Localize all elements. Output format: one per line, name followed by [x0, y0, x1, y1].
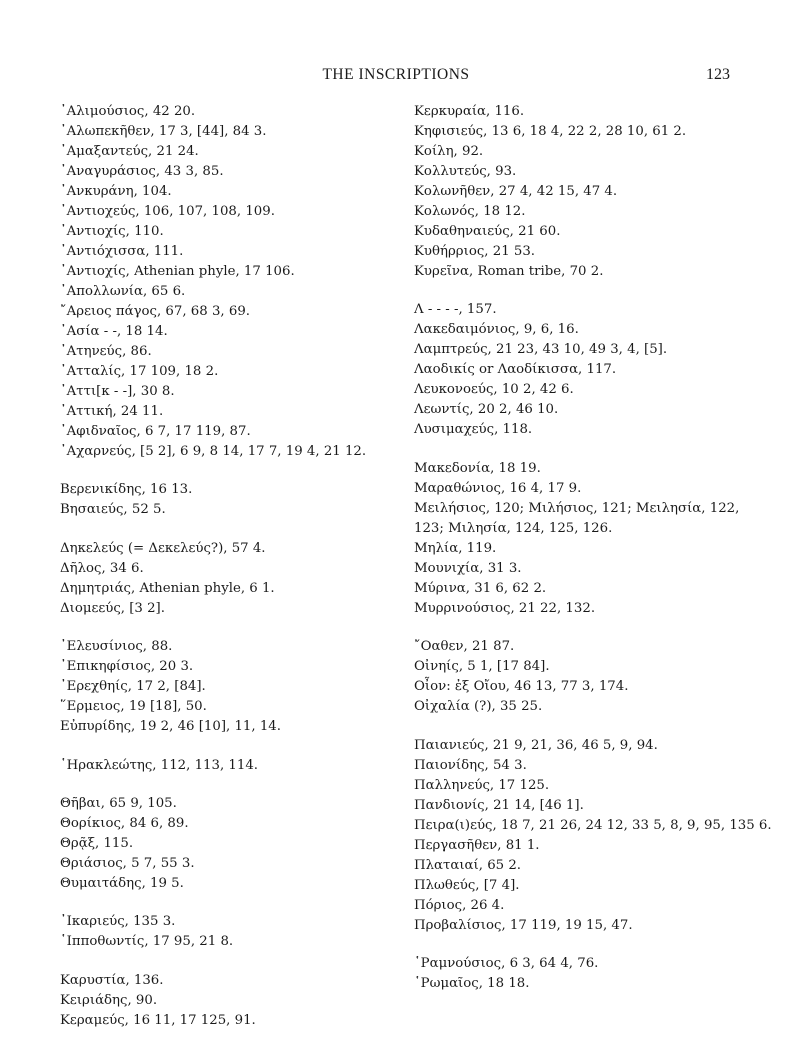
index-group	[414, 954, 744, 994]
index-entry: Κολωνός, 18 12.	[414, 204, 526, 219]
page-number: 123	[706, 66, 730, 83]
index-entry: Παιονίδης, 54 3.	[414, 757, 527, 773]
index-group	[60, 912, 400, 952]
index-entry: ᾿Αντιοχεύς, 106, 107, 108, 109.	[60, 204, 275, 219]
index-entry: ᾿Αντιόχισσα, 111.	[60, 244, 184, 259]
index-entry: ᾿Αττι[κ - -], 30 8.	[60, 384, 175, 399]
index-entry: Μουνιχία, 31 3.	[414, 560, 522, 576]
index-entry: Περγασῆθεν, 81 1.	[414, 837, 540, 853]
index-entry: Πλαταιαί, 65 2.	[414, 857, 522, 873]
index-entry: Κερκυραία, 116.	[414, 104, 525, 119]
index-entry: Θῆβαι, 65 9, 105.	[60, 795, 177, 811]
index-entry: ῎Οαθεν, 21 87.	[414, 639, 515, 655]
left-index-column	[60, 102, 400, 1049]
index-entry: Βερενικίδης, 16 13.	[60, 482, 193, 498]
index-entry: Μειλήσιος, 120; Μιλήσιος, 121; Μειλησία, 122, 123; Μιλησία, 124, 125, 126.	[414, 500, 740, 536]
index-entry: Κηφισιεύς, 13 6, 18 4, 22 2, 28 10, 61 2.	[414, 124, 687, 139]
index-entry: Θορίκιος, 84 6, 89.	[60, 815, 189, 831]
index-entry: ᾿Ατηνεύς, 86.	[60, 344, 152, 359]
index-entry: Μηλία, 119.	[414, 540, 497, 556]
index-entry: Κειριάδης, 90.	[60, 992, 158, 1008]
index-entry: Μαραθώνιος, 16 4, 17 9.	[414, 480, 582, 496]
index-entry: Παλληνεύς, 17 125.	[414, 777, 550, 793]
index-group	[60, 756, 400, 776]
index-entry: ᾿Ικαριεύς, 135 3.	[60, 914, 176, 930]
index-entry: Εὐπυρίδης, 19 2, 46 [10], 11, 14.	[60, 719, 281, 735]
index-entry: Θρᾷξ, 115.	[60, 835, 134, 851]
index-entry: ῎Αρειος πάγος, 67, 68 3, 69.	[60, 304, 251, 319]
index-entry: Λευκονοεύς, 10 2, 42 6.	[414, 382, 574, 398]
index-entry: Οἶον: ἐξ Οἴου, 46 13, 77 3, 174.	[414, 679, 629, 695]
index-entry: Διομεεύς, [3 2].	[60, 600, 165, 616]
index-entry: Προβαλίσιος, 17 119, 19 15, 47.	[414, 917, 633, 933]
index-entry: ῾Ιπποθωντίς, 17 95, 21 8.	[60, 934, 234, 950]
index-entry: Θυμαιτάδης, 19 5.	[60, 875, 184, 891]
page-header	[0, 66, 792, 86]
index-group	[60, 539, 400, 619]
index-entry: ᾿Ανκυράνη, 104.	[60, 184, 172, 199]
index-entry: ᾿Απολλωνία, 65 6.	[60, 284, 186, 299]
index-entry: Οἰνηίς, 5 1, [17 84].	[414, 659, 550, 675]
index-entry: Λαμπτρεύς, 21 23, 43 10, 49 3, 4, [5].	[414, 342, 668, 358]
index-group	[60, 102, 400, 462]
index-entry: ῾Ρωμαῖος, 18 18.	[414, 975, 530, 991]
index-entry: Λαοδικίς or Λαοδίκισσα, 117.	[414, 362, 617, 378]
index-entry: Πανδιονίς, 21 14, [46 1].	[414, 797, 584, 813]
index-entry: Μυρρινούσιος, 21 22, 132.	[414, 600, 596, 616]
index-entry: Δηκελεύς (= Δεκελεύς?), 57 4.	[60, 540, 266, 556]
index-entry: ᾿Αντιοχίς, 110.	[60, 224, 164, 239]
index-entry: Βησαιεύς, 52 5.	[60, 502, 166, 518]
index-entry: ᾿Αττική, 24 11.	[60, 404, 164, 419]
index-entry: ᾿Αντιοχίς, Athenian phyle, 17 106.	[60, 264, 295, 279]
index-group	[60, 794, 400, 894]
index-entry: ᾿Αναγυράσιος, 43 3, 85.	[60, 164, 224, 179]
index-entry: Κολωνῆθεν, 27 4, 42 15, 47 4.	[414, 184, 618, 199]
index-entry: ᾿Επικηφίσιος, 20 3.	[60, 659, 194, 675]
index-entry: Κολλυτεύς, 93.	[414, 164, 517, 179]
index-entry: Λ - - - -, 157.	[414, 302, 497, 318]
index-entry: Κεραμεύς, 16 11, 17 125, 91.	[60, 1012, 256, 1028]
index-entry: ᾿Ελευσίνιος, 88.	[60, 639, 173, 655]
index-entry: ᾿Αφιδναῖος, 6 7, 17 119, 87.	[60, 424, 251, 439]
right-index-column	[414, 102, 772, 1012]
index-entry: ᾿Ερεχθηίς, 17 2, [84].	[60, 679, 206, 695]
index-entry: Κυθήρριος, 21 53.	[414, 244, 536, 259]
index-entry: Κυδαθηναιεύς, 21 60.	[414, 224, 561, 239]
index-entry: Καρυστία, 136.	[60, 972, 164, 988]
index-entry: Πόριος, 26 4.	[414, 897, 505, 913]
index-entry: Πειρα(ι)εύς, 18 7, 21 26, 24 12, 33 5, 8, 9, 95, 135 6.	[414, 817, 772, 833]
index-entry: Μύρινα, 31 6, 62 2.	[414, 580, 547, 596]
index-entry: ᾿Ασία - -, 18 14.	[60, 324, 168, 339]
running-title: THE INSCRIPTIONS	[322, 66, 470, 83]
index-entry: ῾Ραμνούσιος, 6 3, 64 4, 76.	[414, 955, 599, 971]
index-entry: Θριάσιος, 5 7, 55 3.	[60, 855, 195, 871]
index-group	[414, 459, 744, 619]
index-entry: ῾Ηρακλεώτης, 112, 113, 114.	[60, 757, 259, 773]
index-entry: Οἰχαλία (?), 35 25.	[414, 699, 543, 715]
index-entry: ᾿Αμαξαντεύς, 21 24.	[60, 144, 199, 159]
index-entry: Κυρεῖνα, Roman tribe, 70 2.	[414, 264, 604, 279]
index-entry: ᾿Αλιμούσιος, 42 20.	[60, 104, 196, 119]
index-group	[60, 971, 400, 1031]
index-group	[60, 480, 400, 520]
index-group	[414, 102, 744, 282]
index-group	[414, 736, 772, 936]
index-group	[414, 637, 744, 717]
index-entry: Πλωθεύς, [7 4].	[414, 877, 520, 893]
index-entry: Λυσιμαχεύς, 118.	[414, 422, 533, 438]
index-entry: Λεωντίς, 20 2, 46 10.	[414, 402, 559, 418]
index-entry: Δῆλος, 34 6.	[60, 560, 144, 576]
index-entry: ᾿Ατταλίς, 17 109, 18 2.	[60, 364, 219, 379]
index-entry: Κοίλη, 92.	[414, 144, 484, 159]
index-entry: Παιανιεύς, 21 9, 21, 36, 46 5, 9, 94.	[414, 737, 658, 753]
index-entry: Λακεδαιμόνιος, 9, 6, 16.	[414, 322, 579, 338]
index-entry: ᾿Αχαρνεύς, [5 2], 6 9, 8 14, 17 7, 19 4, 21 12.	[60, 444, 367, 459]
index-group	[414, 300, 744, 440]
index-entry: ᾿Αλωπεκῆθεν, 17 3, [44], 84 3.	[60, 124, 267, 139]
index-entry: Δημητριάς, Athenian phyle, 6 1.	[60, 580, 275, 596]
index-entry: ῞Ερμειος, 19 [18], 50.	[60, 699, 207, 715]
index-entry: Μακεδονία, 18 19.	[414, 460, 541, 476]
index-group	[60, 637, 400, 737]
